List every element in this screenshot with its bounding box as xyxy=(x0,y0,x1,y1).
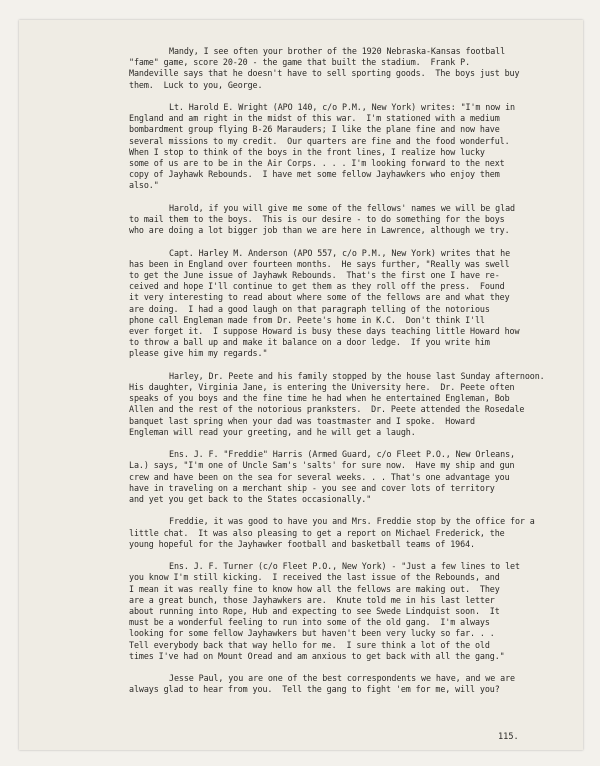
text-line: always glad to hear from you. Tell the gang to fight 'em for me, will you? xyxy=(129,684,500,695)
text-line: must be a wonderful feeling to run into some of the old gang. I'm always xyxy=(129,617,490,628)
text-line: bombardment group flying B-26 Marauders; I like the plane fine and now have xyxy=(129,124,500,135)
text-line: Lt. Harold E. Wright (APO 140, c/o P.M., New York) writes: "I'm now in xyxy=(169,102,515,112)
text-line: Tell everybody back that way hello for me. I sure think a lot of the old xyxy=(129,639,490,650)
text-line: who are doing a lot bigger job than we are here in Lawrence, although we try. xyxy=(129,225,510,236)
text-line: young hopeful for the Jayhawker football and basketball teams of 1964. xyxy=(129,538,475,549)
text-line: ever forget it. I suppose Howard is busy these days teaching little Howard how xyxy=(129,326,520,337)
text-line: La.) says, "I'm one of Uncle Sam's 'salts' for sure now. Have my ship and gun xyxy=(129,460,515,471)
text-line: Harold, if you will give me some of the fellows' names we will be glad xyxy=(169,202,515,213)
paragraph xyxy=(129,248,569,360)
text-line: several missions to my credit. Our quarters are fine and the food wonderful. xyxy=(129,135,510,146)
text-line: Mandy, I see often your brother of the 1920 Nebraska-Kansas football xyxy=(169,46,506,56)
paragraph xyxy=(129,102,569,192)
paragraph xyxy=(129,449,569,505)
text-line: speaks of you boys and the fine time he had when he entertained Engleman, Bob xyxy=(129,393,510,404)
text-line: also." xyxy=(129,180,159,191)
text-line: "fame" game, score 20-20 - the game that built the stadium. Frank P. xyxy=(129,57,471,68)
text-line: you know I'm still kicking. I received the last issue of the Rebounds, and xyxy=(129,572,500,583)
text-line: banquet last spring when your dad was toastmaster and I spoke. Howard xyxy=(129,415,475,426)
text-line: are doing. I had a good laugh on that paragraph telling of the notorious xyxy=(129,303,490,314)
text-line: please give him my regards." xyxy=(129,348,268,359)
text-line: I mean it was really fine to know how all the fellows are making out. They xyxy=(129,583,500,594)
text-line: has been in England over fourteen months. He says further, "Really was swell xyxy=(129,258,510,269)
text-line: have in traveling on a merchant ship - you see and cover lots of territory xyxy=(129,482,495,493)
paragraph xyxy=(129,561,569,662)
text-line: copy of Jayhawk Rebounds. I have met some fellow Jayhawkers who enjoy them xyxy=(129,169,500,180)
text-line: to get the June issue of Jayhawk Rebounds. That's the first one I have re- xyxy=(129,270,500,281)
text-line: His daughter, Virginia Jane, is entering the University here. Dr. Peete often xyxy=(129,382,515,393)
text-line: times I've had on Mount Oread and am anxious to get back with all the gang." xyxy=(129,650,505,661)
text-line: them. Luck to you, George. xyxy=(129,79,263,90)
paragraph xyxy=(129,203,569,237)
text-line: Harley, Dr. Peete and his family stopped by the house last Sunday afternoon. xyxy=(169,370,545,381)
text-line: England and am right in the midst of this war. I'm stationed with a medium xyxy=(129,113,500,124)
text-line: it very interesting to read about where some of the fellows are and what they xyxy=(129,292,510,303)
text-line: Mandeville says that he doesn't have to sell sporting goods. The boys just buy xyxy=(129,68,520,79)
paragraph xyxy=(129,516,569,550)
paragraph xyxy=(129,371,569,438)
text-line: When I stop to think of the boys in the front lines, I realize how lucky xyxy=(129,146,485,157)
text-line: and yet you get back to the States occasionally." xyxy=(129,494,372,505)
text-line: are a great bunch, those Jayhawkers are. Knute told me in his last letter xyxy=(129,594,495,605)
text-line: Capt. Harley M. Anderson (APO 557, c/o P.M., New York) writes that he xyxy=(169,247,511,258)
text-line: Engleman will read your greeting, and he will get a laugh. xyxy=(129,426,416,437)
text-line: looking for some fellow Jayhawkers but haven't been very lucky so far. . . xyxy=(129,628,495,639)
text-line: Jesse Paul, you are one of the best correspondents we have, and we are xyxy=(169,673,515,684)
text-line: ceived and hope I'll continue to get them as they roll off the press. Found xyxy=(129,281,505,292)
text-line: crew and have been on the sea for several weeks. . . That's one advantage you xyxy=(129,471,510,482)
text-line: phone call Engleman made from Dr. Peete's home in K.C. Don't think I'll xyxy=(129,314,485,325)
paragraph xyxy=(129,673,569,695)
text-line: little chat. It was also pleasing to get a report on Michael Frederick, the xyxy=(129,527,505,538)
letter-body xyxy=(129,46,569,707)
text-line: Freddie, it was good to have you and Mrs. Freddie stop by the office for a xyxy=(169,516,535,527)
text-line: Ens. J. F. Turner (c/o Fleet P.O., New York) - "Just a few lines to let xyxy=(169,561,520,572)
text-line: Ens. J. F. "Freddie" Harris (Armed Guard, c/o Fleet P.O., New Orleans, xyxy=(169,449,515,460)
paragraph xyxy=(129,46,569,91)
text-line: to throw a ball up and make it balance on a door ledge. If you write him xyxy=(129,337,490,348)
page-number: 115. xyxy=(498,732,519,742)
text-line: some of us are to be in the Air Corps. . . . I'm looking forward to the next xyxy=(129,158,505,169)
text-line: Allen and the rest of the notorious pranksters. Dr. Peete attended the Rosedale xyxy=(129,404,525,415)
text-line: to mail them to the boys. This is our desire - to do something for the boys xyxy=(129,214,505,225)
document-page xyxy=(19,20,583,750)
text-line: about running into Rope, Hub and expecting to see Swede Lindquist soon. It xyxy=(129,606,500,617)
